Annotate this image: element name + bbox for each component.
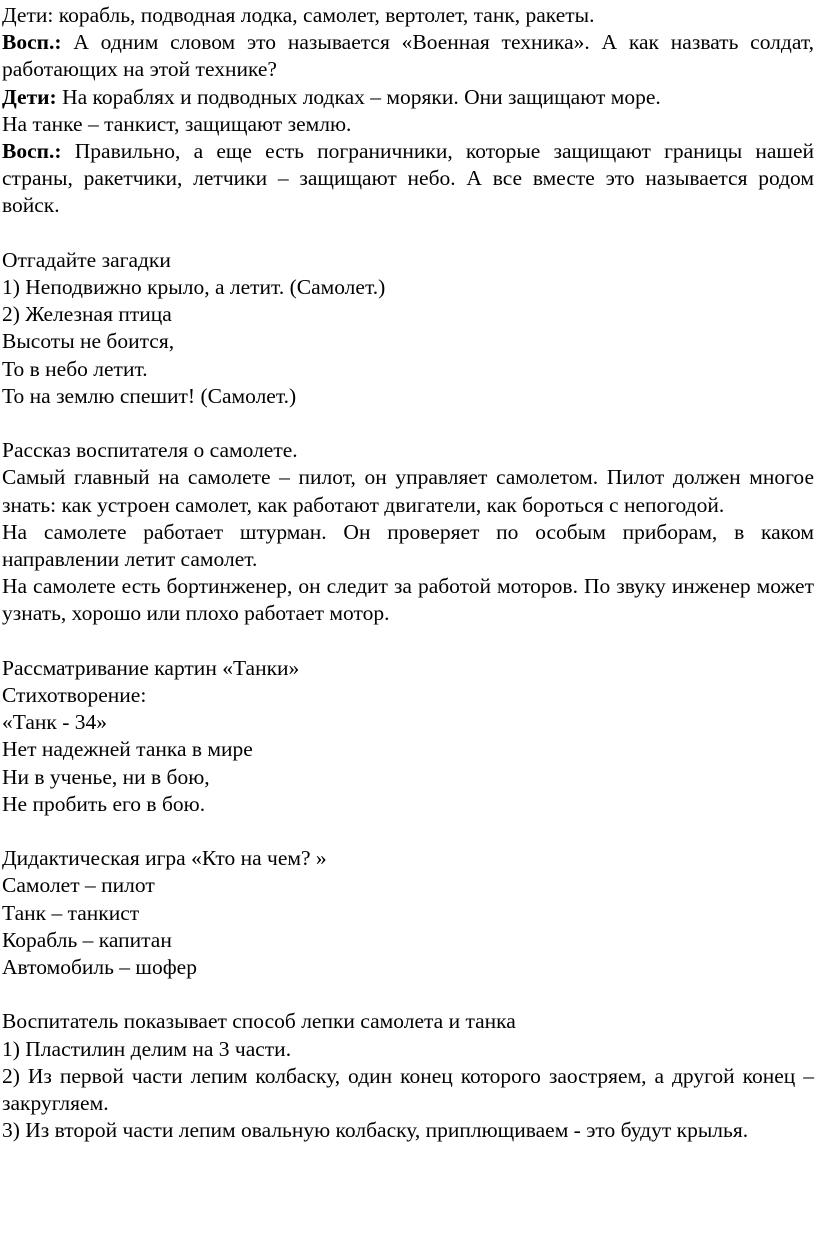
children-line-2 <box>2 84 814 111</box>
children-text: На кораблях и подводных лодках – моряки. Они защищают море. <box>56 84 661 109</box>
blank-line <box>2 220 814 247</box>
teacher-line-2 <box>2 138 814 220</box>
teacher-text: Правильно, а еще есть пограничники, которые защищают границы нашей страны, ракетчики, летчики – защищают небо. А все вместе это называется родом войск. <box>2 139 814 218</box>
speaker-label: Восп.: <box>2 139 62 164</box>
poem-line: Нет надежней танка в мире <box>2 737 253 762</box>
blank-line <box>2 818 814 845</box>
poem-line: Не пробить его в бою. <box>2 791 206 816</box>
blank-line <box>2 981 814 1008</box>
poem-label: Стихотворение: <box>2 683 147 708</box>
story-paragraph-2: На самолете работает штурман. Он проверяет по особым приборам, в каком направлении летит самолет. <box>2 519 814 572</box>
teacher-text: А одним словом это называется «Военная техника». А как назвать солдат, работающих на этой технике? <box>2 30 814 82</box>
riddle-2-line: То на землю спешит! (Самолет.) <box>2 383 297 408</box>
speaker-label: Восп.: <box>2 30 62 55</box>
story-heading: Рассказ воспитателя о самолете. <box>2 438 298 463</box>
modeling-step-2: 2) Из первой части лепим колбаску, один конец которого заостряем, а другой конец – закругляем. <box>2 1063 814 1116</box>
modeling-step-1: 1) Пластилин делим на 3 части. <box>2 1036 292 1061</box>
story-paragraph-1: Самый главный на самолете – пилот, он управляет самолетом. Пилот должен многое знать: как устроен самолет, как работают двигатели, как бороться с непогодой. <box>2 465 814 517</box>
game-item: Самолет – пилот <box>2 873 155 898</box>
children-line-2-continued: На танке – танкист, защищают землю. <box>2 111 352 136</box>
game-item: Автомобиль – шофер <box>2 955 197 980</box>
story-paragraph-3: На самолете есть бортинженер, он следит за работой моторов. По звуку инженер может узнать, хорошо или плохо работает мотор. <box>2 574 814 626</box>
riddle-2-line: Высоты не боится, <box>2 329 175 354</box>
riddle-1: 1) Неподвижно крыло, а летит. (Самолет.) <box>2 275 386 300</box>
riddles-heading: Отгадайте загадки <box>2 247 171 272</box>
game-heading: Дидактическая игра «Кто на чем? » <box>2 846 327 871</box>
teacher-line-1 <box>2 29 814 83</box>
speaker-label: Дети: <box>2 84 57 109</box>
children-line-1: Дети: корабль, подводная лодка, самолет, вертолет, танк, ракеты. <box>2 3 595 27</box>
modeling-step-3: 3) Из второй части лепим овальную колбаску, приплющиваем - это будут крылья. <box>2 1118 749 1143</box>
riddle-2-line: То в небо летит. <box>2 356 148 381</box>
poem-line: Ни в ученье, ни в бою, <box>2 764 210 789</box>
game-item: Корабль – капитан <box>2 927 172 952</box>
riddle-2-line: 2) Железная птица <box>2 302 172 327</box>
game-item: Танк – танкист <box>2 900 140 925</box>
blank-line <box>2 628 814 655</box>
poem-title: «Танк - 34» <box>2 710 108 735</box>
modeling-heading: Воспитатель показывает способ лепки самолета и танка <box>2 1009 516 1034</box>
blank-line <box>2 410 814 437</box>
tanks-heading: Рассматривание картин «Танки» <box>2 655 300 680</box>
